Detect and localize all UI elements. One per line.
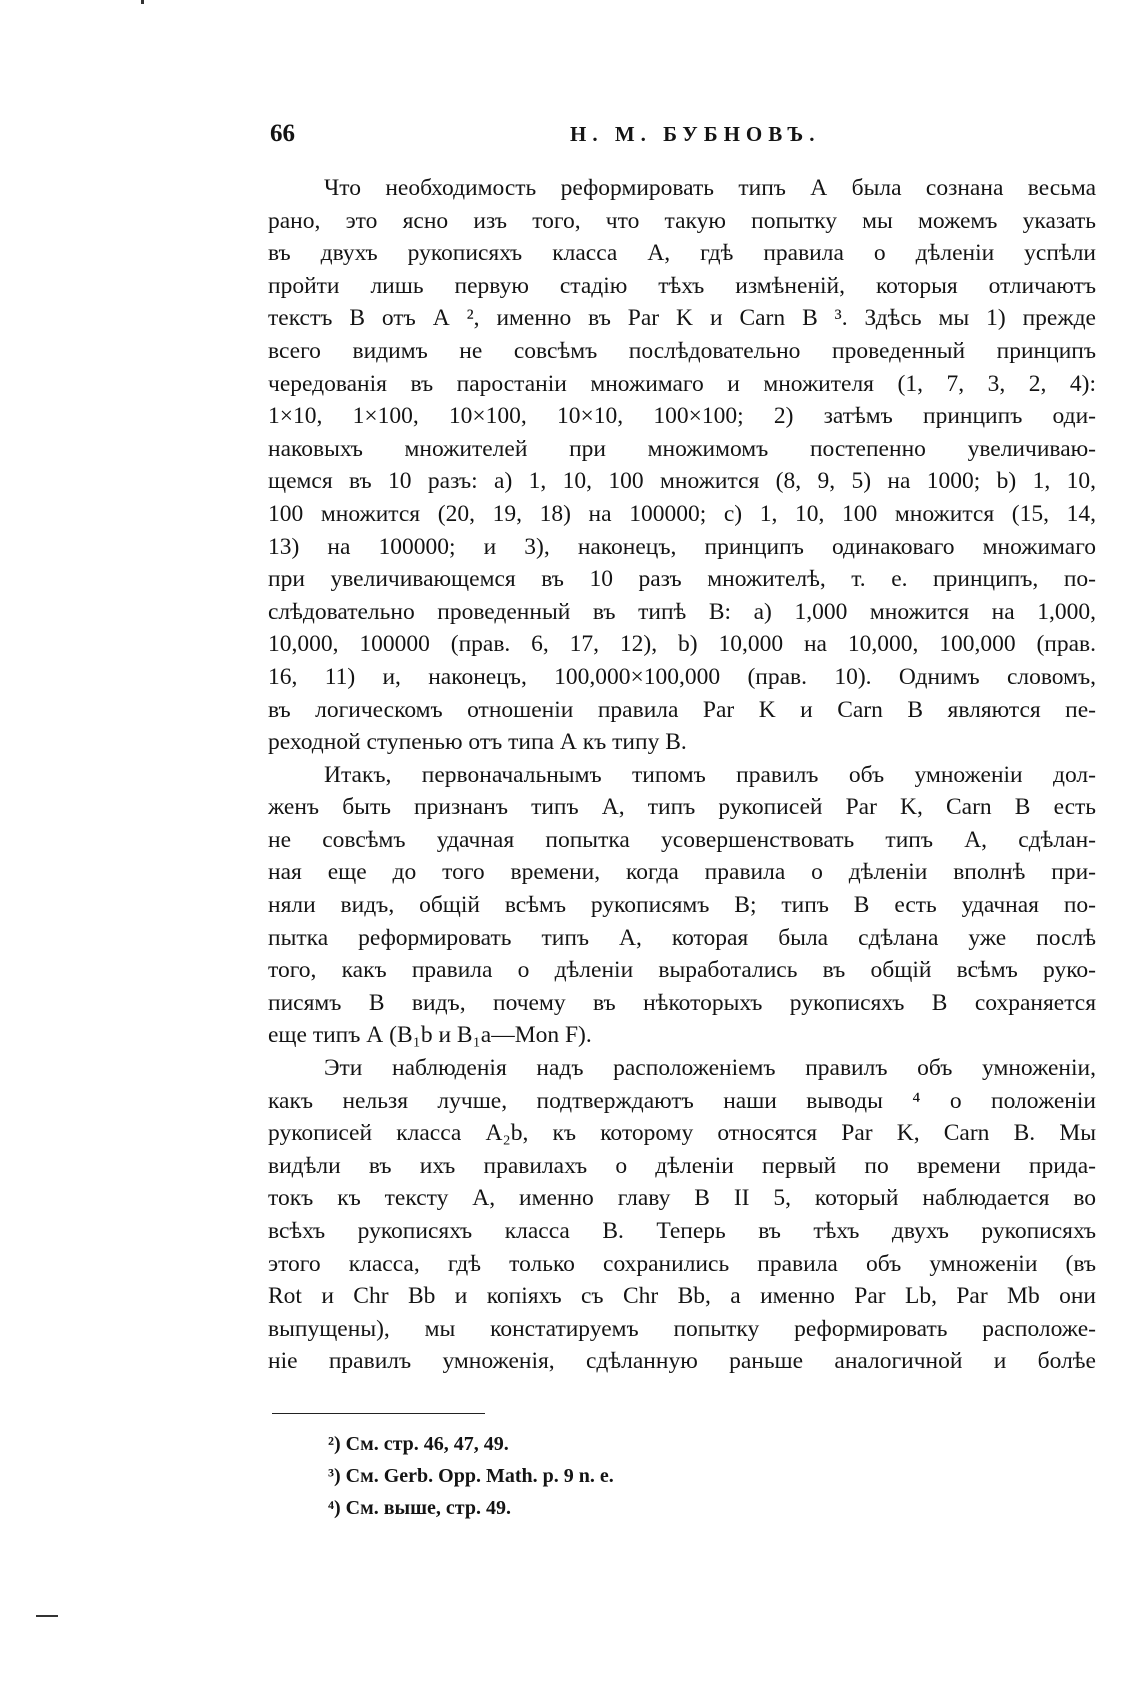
text-line: токъ къ тексту А, именно главу В II 5, который наблюдается во [268, 1185, 1096, 1212]
paragraph-3 [268, 1052, 1096, 1378]
text-line: выпущены), мы констатируемъ попытку реформировать расположе- [268, 1315, 1096, 1342]
text-line: рано, это ясно изъ того, что такую попытку мы можемъ указать [268, 207, 1096, 234]
text-line: Итакъ, первоначальнымъ типомъ правилъ объ умноженіи дол- [324, 761, 1096, 788]
text-line: рукописей класса A₂b, къ которому относятся Par K, Carn B. Мы [268, 1120, 1096, 1147]
paragraph-1 [268, 172, 1096, 759]
text-line: слѣдовательно проведенный въ типѣ B: а) 1,000 множится на 1,000, [268, 598, 1096, 625]
text-line: всего видимъ не совсѣмъ послѣдовательно проведенный принципъ [268, 337, 1096, 364]
text-line: Rot и Chr Bb и копіяхъ съ Chr Bb, а именно Par Lb, Par Mb они [268, 1283, 1096, 1310]
scan-artifact-mark [36, 1615, 58, 1617]
text-line: еще типъ А (B₁b и B₁a—Mon F). [268, 1022, 592, 1049]
text-line: женъ быть признанъ типъ А, типъ рукописей Par K, Carn B есть [268, 794, 1096, 821]
text-line: писямъ B видъ, почему въ нѣкоторыхъ рукописяхъ B сохраняется [268, 989, 1096, 1016]
text-line: 1×10, 1×100, 10×100, 10×10, 100×100; 2) затѣмъ принципъ оди- [268, 403, 1096, 430]
text-line: ная еще до того времени, когда правила о дѣленіи вполнѣ при- [268, 859, 1096, 886]
text-line: въ двухъ рукописяхъ класса А, гдѣ правила о дѣленіи успѣли [268, 240, 1096, 267]
text-line: при увеличивающемся въ 10 разъ множителѣ, т. е. принципъ, по- [268, 566, 1096, 593]
body-text [268, 172, 1096, 1378]
text-line: няли видъ, общій всѣмъ рукописямъ B; типъ B есть удачная по- [268, 892, 1096, 919]
paragraph-2 [268, 759, 1096, 1052]
text-line: ніе правилъ умноженія, сдѣланную раньше аналогичной и болѣе [268, 1348, 1096, 1375]
footnote-3: ³) См. Gerb. Opp. Math. p. 9 n. e. [328, 1465, 614, 1487]
text-line: этого класса, гдѣ только сохранились правила объ умноженіи (въ [268, 1250, 1096, 1277]
text-line: какъ нельзя лучше, подтверждаютъ наши выводы ⁴ о положеніи [268, 1087, 1096, 1114]
scan-artifact-mark [141, 0, 144, 4]
text-line: всѣхъ рукописяхъ класса В. Теперь въ тѣхъ двухъ рукописяхъ [268, 1218, 1096, 1244]
text-line: наковыхъ множителей при множимомъ постепенно увеличиваю- [268, 435, 1096, 462]
text-line: не совсѣмъ удачная попытка усовершенствовать типъ А, сдѣлан- [268, 826, 1096, 853]
footnotes [328, 1428, 828, 1524]
text-line: чередованія въ паростаніи множимаго и множителя (1, 7, 3, 2, 4): [268, 370, 1096, 397]
text-line: въ логическомъ отношеніи правила Par K и Carn B являются пе- [268, 696, 1096, 723]
text-line: 13) на 100000; и 3), наконецъ, принципъ одинаковаго множимаго [268, 533, 1096, 560]
text-line: 10,000, 100000 (прав. 6, 17, 12), b) 10,000 на 10,000, 100,000 (прав. [268, 631, 1096, 658]
footnote-2: ²) См. стр. 46, 47, 49. [328, 1433, 509, 1455]
text-line: того, какъ правила о дѣленіи выработались въ общій всѣмъ руко- [268, 957, 1096, 984]
text-line: 100 множится (20, 19, 18) на 100000; c) 1, 10, 100 множится (15, 14, [268, 500, 1096, 527]
running-title: Н. М. БУБНОВЪ. [570, 122, 821, 146]
footnote-divider [272, 1413, 485, 1414]
text-line: видѣли въ ихъ правилахъ о дѣленіи первый по времени прида- [268, 1152, 1096, 1179]
text-line: текстъ В отъ А ², именно въ Par K и Carn B ³. Здѣсь мы 1) прежде [268, 305, 1096, 332]
text-line: реходной ступенью отъ типа А къ типу В. [268, 729, 687, 756]
text-line: 16, 11) и, наконецъ, 100,000×100,000 (прав. 10). Однимъ словомъ, [268, 663, 1096, 690]
footnote-4: ⁴) См. выше, стр. 49. [328, 1497, 511, 1519]
text-line: пройти лишь первую стадію тѣхъ измѣненій, которыя отличаютъ [268, 272, 1096, 299]
text-line: Что необходимость реформировать типъ А была сознана весьма [324, 175, 1096, 201]
text-line: Эти наблюденія надъ расположеніемъ правилъ объ умноженіи, [324, 1055, 1096, 1082]
text-line: пытка реформировать типъ А, которая была сдѣлана уже послѣ [268, 924, 1096, 951]
page-number: 66 [270, 120, 295, 147]
page-header [270, 120, 1100, 154]
text-line: щемся въ 10 разъ: а) 1, 10, 100 множится (8, 9, 5) на 1000; b) 1, 10, [268, 468, 1096, 495]
